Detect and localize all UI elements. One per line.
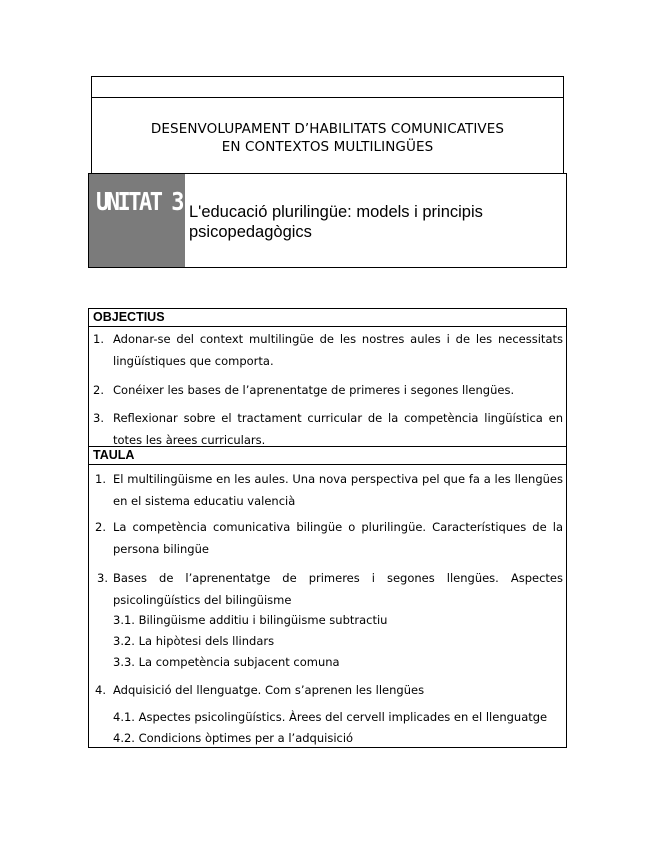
objective-item bbox=[93, 328, 563, 372]
contents-subitem: 3.3. La competència subjacent comuna bbox=[113, 655, 340, 669]
item-number: 4. bbox=[95, 683, 106, 697]
item-number: 3. bbox=[93, 411, 104, 425]
course-title bbox=[92, 120, 563, 156]
unit-title: L'educació plurilingüe: models i principis psicopedagògics bbox=[189, 203, 483, 241]
unit-label: UNITAT 3 bbox=[96, 188, 182, 217]
item-number: 1. bbox=[93, 332, 104, 346]
item-text: Bases de l’aprenentatge de primeres i segones llengües. Aspectes psicolingüístics del bilingüisme bbox=[113, 571, 563, 607]
course-title-box bbox=[91, 76, 564, 174]
course-title-line-2: EN CONTEXTOS MULTILINGÜES bbox=[221, 139, 434, 155]
contents-item bbox=[95, 468, 563, 512]
contents-subitem: 3.2. La hipòtesi dels llindars bbox=[113, 634, 275, 648]
item-text: Adonar-se del context multilingüe de les nostres aules i de les necessitats lingüístiques que comporta. bbox=[113, 332, 563, 368]
contents-item bbox=[97, 567, 563, 611]
contents-subitem: 4.2. Condicions òptimes per a l’adquisició bbox=[113, 731, 354, 745]
contents-subitem: 3.1. Bilingüisme additiu i bilingüisme subtractiu bbox=[113, 613, 388, 627]
item-number: 2. bbox=[95, 520, 106, 534]
item-text: La competència comunicativa bilingüe o plurilingüe. Característiques de la persona bilingüe bbox=[113, 520, 563, 556]
item-text: Reflexionar sobre el tractament curricular de la competència lingüística en totes les àrees curriculars. bbox=[113, 411, 563, 447]
item-number: 1. bbox=[95, 472, 106, 486]
unit-badge bbox=[89, 174, 185, 267]
contents-heading: TAULA bbox=[89, 446, 566, 465]
objective-item bbox=[93, 407, 563, 451]
contents-item bbox=[95, 679, 563, 701]
objectives-heading: OBJECTIUS bbox=[89, 309, 566, 327]
item-text: Adquisició del llenguatge. Com s’aprenen les llengües bbox=[113, 683, 425, 697]
item-number: 2. bbox=[93, 383, 104, 397]
content-table bbox=[88, 308, 567, 748]
divider bbox=[92, 97, 563, 98]
unit-header bbox=[88, 173, 567, 268]
item-text: El multilingüisme en les aules. Una nova perspectiva pel que fa a les llengües en el sistema educatiu valencià bbox=[113, 472, 563, 508]
course-title-line-1: DESENVOLUPAMENT D’HABILITATS COMUNICATIVES bbox=[150, 121, 505, 137]
contents-subitem: 4.1. Aspectes psicolingüístics. Àrees del cervell implicades en el llenguatge bbox=[113, 710, 548, 724]
contents-item bbox=[95, 516, 563, 560]
item-number: 3. bbox=[97, 571, 108, 585]
objective-item bbox=[93, 379, 563, 401]
item-text: Conéixer les bases de l’aprenentatge de primeres i segones llengües. bbox=[113, 383, 515, 397]
